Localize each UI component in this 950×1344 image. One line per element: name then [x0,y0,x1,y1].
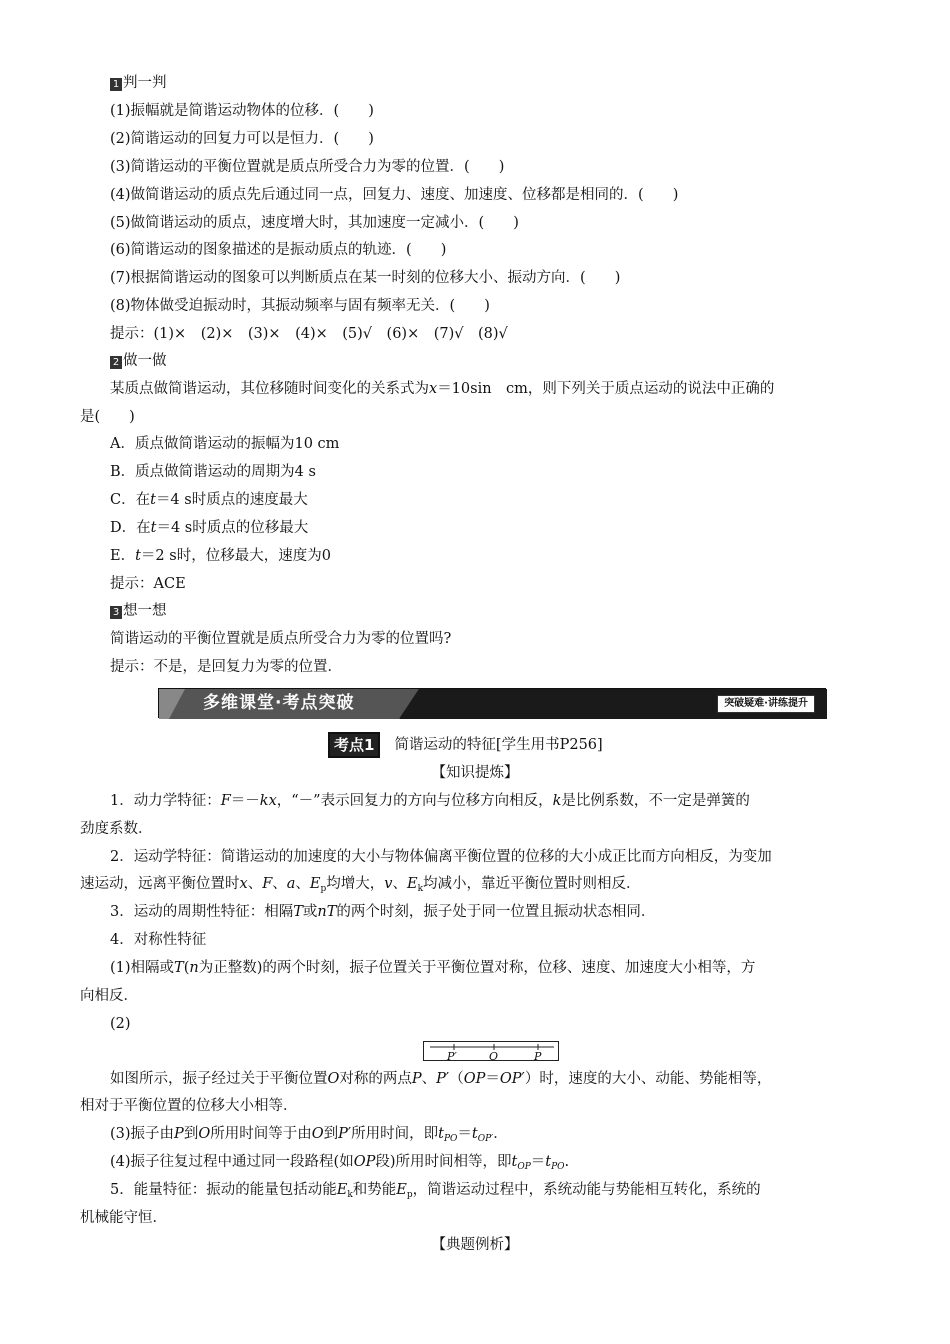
topic-title: 简谐运动的特征[学生用书P256] [394,737,603,753]
judge-item: (6)简谐运动的图象描述的是振动质点的轨迹．( ) [110,242,447,258]
paragraph: (4)振子往复过程中通过同一段路程(如OP段)所用时间相等，即$t_{OP}=t_{PO}$. [110,1154,570,1172]
option-e: E．t＝2 s时，位移最大，速度为0 [110,548,331,564]
option-c: C．在t＝4 s时质点的速度最大 [110,492,308,508]
paragraph: 速运动，远离平衡位置时x、F、a、$E_p$均增大，v、$E_k$均减小，靠近平衡位置时则相反． [80,876,641,894]
topic-heading [328,732,603,758]
paragraph: 向相反． [80,988,138,1004]
option-d: D．在t＝4 s时质点的位移最大 [110,520,309,536]
example-heading: 【典题例析】 [431,1237,519,1253]
section-heading-do: 2 做一做 [110,351,167,371]
paragraph: 相对于平衡位置的位移大小相等． [80,1098,298,1114]
oscillator-diagram [423,1041,559,1061]
think-hint: 提示：不是，是回复力为零的位置． [110,659,342,675]
think-question: 简谐运动的平衡位置就是质点所受合力为零的位置吗? [110,631,452,647]
paragraph: (2) [110,1016,131,1032]
option-b: B．质点做简谐运动的周期为4 s [110,464,316,480]
paragraph: 1．动力学特征：F＝－kx，“－”表示回复力的方向与位移方向相反，k是比例系数，不一定是弹簧的 [110,793,750,809]
do-hint: 提示：ACE [110,576,186,592]
diagram-graphic [424,1042,560,1062]
section-banner [158,688,826,718]
paragraph: 5．能量特征：振动的能量包括动能$E_k$和势能$E_p$，简谐运动过程中，系统动能与势能相互转化，系统的 [110,1182,761,1200]
banner-title: 多维课堂·考点突破 [203,693,355,713]
judge-item: (4)做简谐运动的质点先后通过同一点，回复力、速度、加速度、位移都是相同的．( ) [110,187,679,203]
judge-item: (8)物体做受迫振动时，其振动频率与固有频率无关．( ) [110,298,490,314]
paragraph: 如图所示，振子经过关于平衡位置O对称的两点P、P′（OP＝OP′）时，速度的大小、动能、势能相等， [110,1071,772,1087]
section-heading-judge: 1 判一判 [110,73,167,93]
paragraph: (1)相隔或T(n为正整数)的两个时刻，振子位置关于平衡位置对称，位移、速度、加速度大小相等，方 [110,960,756,976]
judge-hint: 提示：(1)× (2)× (3)× (4)× (5)√ (6)× (7)√ (8)√ [110,326,508,342]
paragraph: 机械能守恒． [80,1210,167,1226]
paragraph: 4．对称性特征 [110,932,207,948]
judge-item: (2)简谐运动的回复力可以是恒力．( ) [110,131,374,147]
question-text: 是( ) [80,409,135,425]
judge-item: (7)根据简谐运动的图象可以判断质点在某一时刻的位移大小、振动方向．( ) [110,270,621,286]
paragraph: 3．运动的周期性特征：相隔T或nT的两个时刻，振子处于同一位置且振动状态相同． [110,904,656,920]
point-label-o: O [489,1050,499,1062]
point-label-p-prime: P′ [447,1050,457,1062]
section-heading-think: 3 想一想 [110,601,167,621]
judge-item: (1)振幅就是简谐运动物体的位移．( ) [110,103,374,119]
judge-item: (3)简谐运动的平衡位置就是质点所受合力为零的位置．( ) [110,159,505,175]
banner-tag: 突破疑难·讲练提升 [717,695,815,713]
option-a: A．质点做简谐运动的振幅为10 cm [110,436,340,452]
paragraph: (3)振子由P到O所用时间等于由O到P′所用时间，即$t_{PO}=t_{OP'}$． [110,1126,508,1144]
paragraph: 劲度系数． [80,821,153,837]
number-badge: 1 [110,78,122,91]
paragraph: 2．运动学特征：简谐运动的加速度的大小与物体偏离平衡位置的位移的大小成正比而方向相反，为变加 [110,849,772,865]
topic-label: 考点1 [328,732,380,758]
number-badge: 2 [110,356,122,369]
question-text: 某质点做简谐运动，其位移随时间变化的关系式为x＝10sin cm，则下列关于质点运动的说法中正确的 [110,381,775,397]
knowledge-heading: 【知识提炼】 [431,765,519,781]
number-badge: 3 [110,606,122,619]
point-label-p: P [534,1050,542,1062]
judge-item: (5)做简谐运动的质点，速度增大时，其加速度一定减小．( ) [110,215,519,231]
